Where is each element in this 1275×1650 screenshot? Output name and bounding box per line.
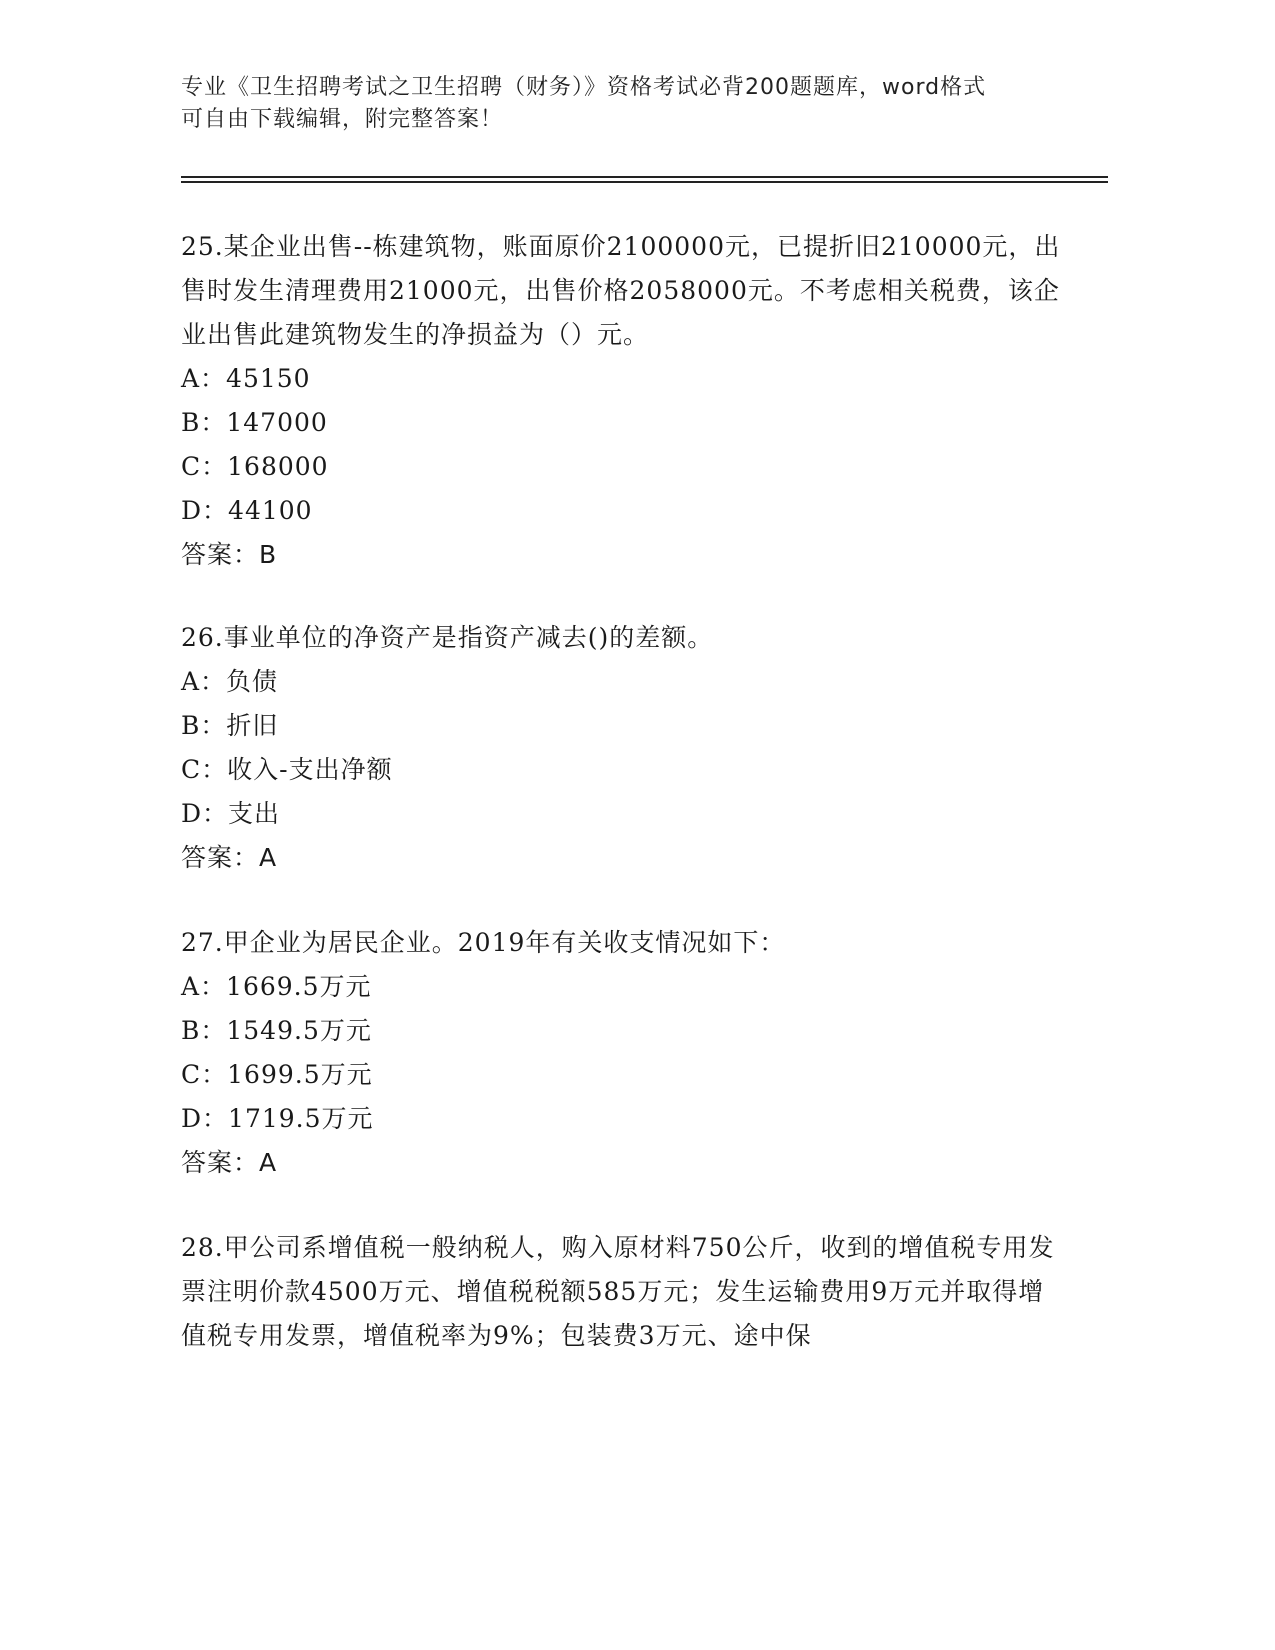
header-line-1: 专业《卫生招聘考试之卫生招聘（财务）》资格考试必背200题题库，word格式 <box>181 75 987 100</box>
answer: 答案：B <box>181 540 278 569</box>
answer: 答案：A <box>181 843 278 872</box>
option-d: D：44100 <box>181 496 313 525</box>
option-b: B：折旧 <box>181 711 279 740</box>
question-25 <box>181 225 1061 577</box>
question-stem: 25.某企业出售--栋建筑物，账面原价2100000元，已提折旧210000元，出售时发生清理费用21000元，出售价格2058000元。不考虑相关税费，该企业出售此建筑物发生的净损益为（）元。 <box>181 232 1061 349</box>
option-a: A：1669.5万元 <box>181 972 372 1001</box>
question-stem: 26.事业单位的净资产是指资产减去()的差额。 <box>181 623 714 652</box>
question-stem: 27.甲企业为居民企业。2019年有关收支情况如下： <box>181 928 786 957</box>
header-divider-top <box>181 176 1108 178</box>
option-d: D：支出 <box>181 799 281 828</box>
header-line-2: 可自由下载编辑，附完整答案！ <box>181 107 504 132</box>
option-b: B：147000 <box>181 408 328 437</box>
document-header <box>181 72 1061 136</box>
header-divider-bottom <box>181 181 1108 183</box>
option-b: B：1549.5万元 <box>181 1016 372 1045</box>
question-27 <box>181 921 1061 1185</box>
option-c: C：1699.5万元 <box>181 1060 373 1089</box>
question-stem: 28.甲公司系增值税一般纳税人，购入原材料750公斤，收到的增值税专用发票注明价款4500万元、增值税税额585万元；发生运输费用9万元并取得增值税专用发票，增值税率为9%；包装费3万元、途中保 <box>181 1233 1055 1350</box>
option-d: D：1719.5万元 <box>181 1104 374 1133</box>
option-c: C：收入-支出净额 <box>181 755 393 784</box>
question-28 <box>181 1226 1061 1358</box>
answer: 答案：A <box>181 1148 278 1177</box>
option-a: A：负债 <box>181 667 279 696</box>
option-c: C：168000 <box>181 452 329 481</box>
question-26 <box>181 616 1061 880</box>
option-a: A：45150 <box>181 364 311 393</box>
